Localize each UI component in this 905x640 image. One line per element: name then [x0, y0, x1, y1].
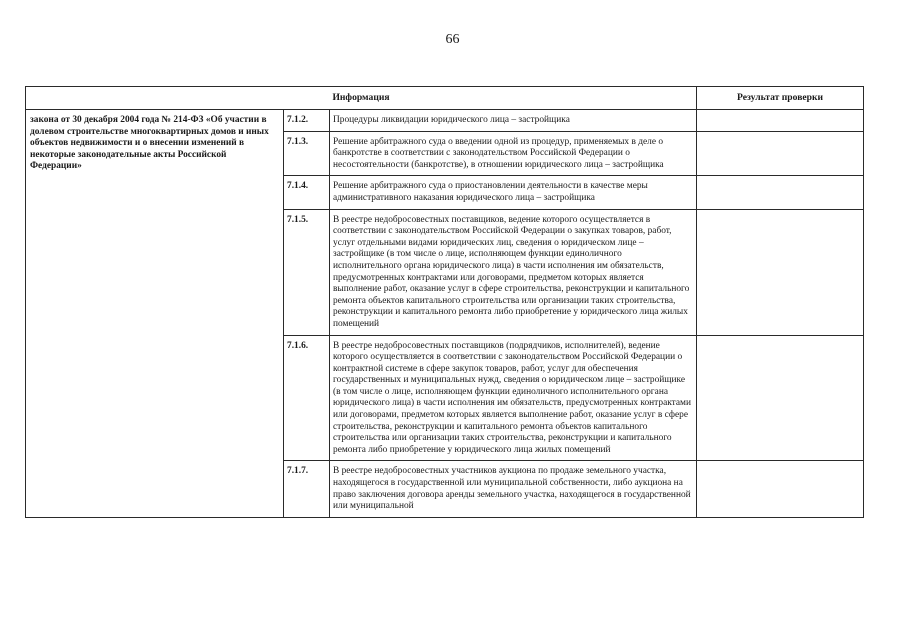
result-cell [697, 461, 864, 517]
page-number: 66 [445, 32, 460, 47]
item-text: Решение арбитражного суда о приостановлении деятельности в качестве меры административного наказания юридического лица – застройщика [330, 176, 697, 209]
item-text: В реестре недобросовестных поставщиков (подрядчиков, исполнителей), ведение которого осуществляется в соответствии с законодательством Российской Федерации о контрактной системе в сфере закупок товаров, работ, услуг для обеспечения государственных и муниципальных нужд, сведения о юридическом лице – застройщике (в том числе о лице, исполняющем функции единоличного исполнительного органа юридического лица) в части исполнения им обязательств, предусмотренных контрактами или договорами, предметом которых является выполнение работ, оказание услуг в сфере строительства, реконструкции и капитального ремонта объектов капитального строительства или организации таких строительства, реконструкции и капитального ремонта либо приобретение у юридического лица жилых помещений [330, 335, 697, 461]
item-number: 7.1.5. [284, 209, 330, 335]
result-cell [697, 110, 864, 132]
item-number: 7.1.3. [284, 131, 330, 176]
result-cell [697, 209, 864, 335]
header-result: Результат проверки [697, 87, 864, 110]
result-cell [697, 176, 864, 209]
law-reference: закона от 30 декабря 2004 года № 214-ФЗ «Об участии в долевом строительстве многоквартирных домов и иных объектов недвижимости и о внесении изменений в некоторые законодательные акты Российской Федерации» [26, 110, 284, 518]
table-row [26, 110, 864, 132]
item-text: В реестре недобросовестных участников аукциона по продаже земельного участка, находящегося в государственной или муниципальной собственности, либо аукциона на право заключения договора аренды земельного участка, находящегося в государственной или муниципальной [330, 461, 697, 517]
header-info: Информация [26, 87, 697, 110]
item-text: Процедуры ликвидации юридического лица – застройщика [330, 110, 697, 132]
result-cell [697, 335, 864, 461]
item-number: 7.1.2. [284, 110, 330, 132]
item-number: 7.1.4. [284, 176, 330, 209]
item-number: 7.1.6. [284, 335, 330, 461]
result-cell [697, 131, 864, 176]
table-header-row [26, 87, 864, 110]
item-number: 7.1.7. [284, 461, 330, 517]
item-text: В реестре недобросовестных поставщиков, ведение которого осуществляется в соответствии с законодательством Российской Федерации о закупках товаров, работ, услуг отдельными видами юридических лиц, сведения о юридическом лице – застройщике (в том числе о лице, исполняющем функции единоличного исполнительного органа юридического лица) в части исполнения им обязательств, предусмотренных контрактами или договорами, предметом которых является выполнение работ, оказание услуг в сфере строительства, реконструкции и капитального ремонта объектов капитального строительства или организации таких строительства, реконструкции и капитального ремонта либо приобретение у юридического лица жилых помещений [330, 209, 697, 335]
item-text: Решение арбитражного суда о введении одной из процедур, применяемых в деле о банкротстве в соответствии с законодательством Российской Федерации о несостоятельности (банкротстве), в отношении юридического лица – застройщика [330, 131, 697, 176]
inspection-table [25, 86, 864, 518]
